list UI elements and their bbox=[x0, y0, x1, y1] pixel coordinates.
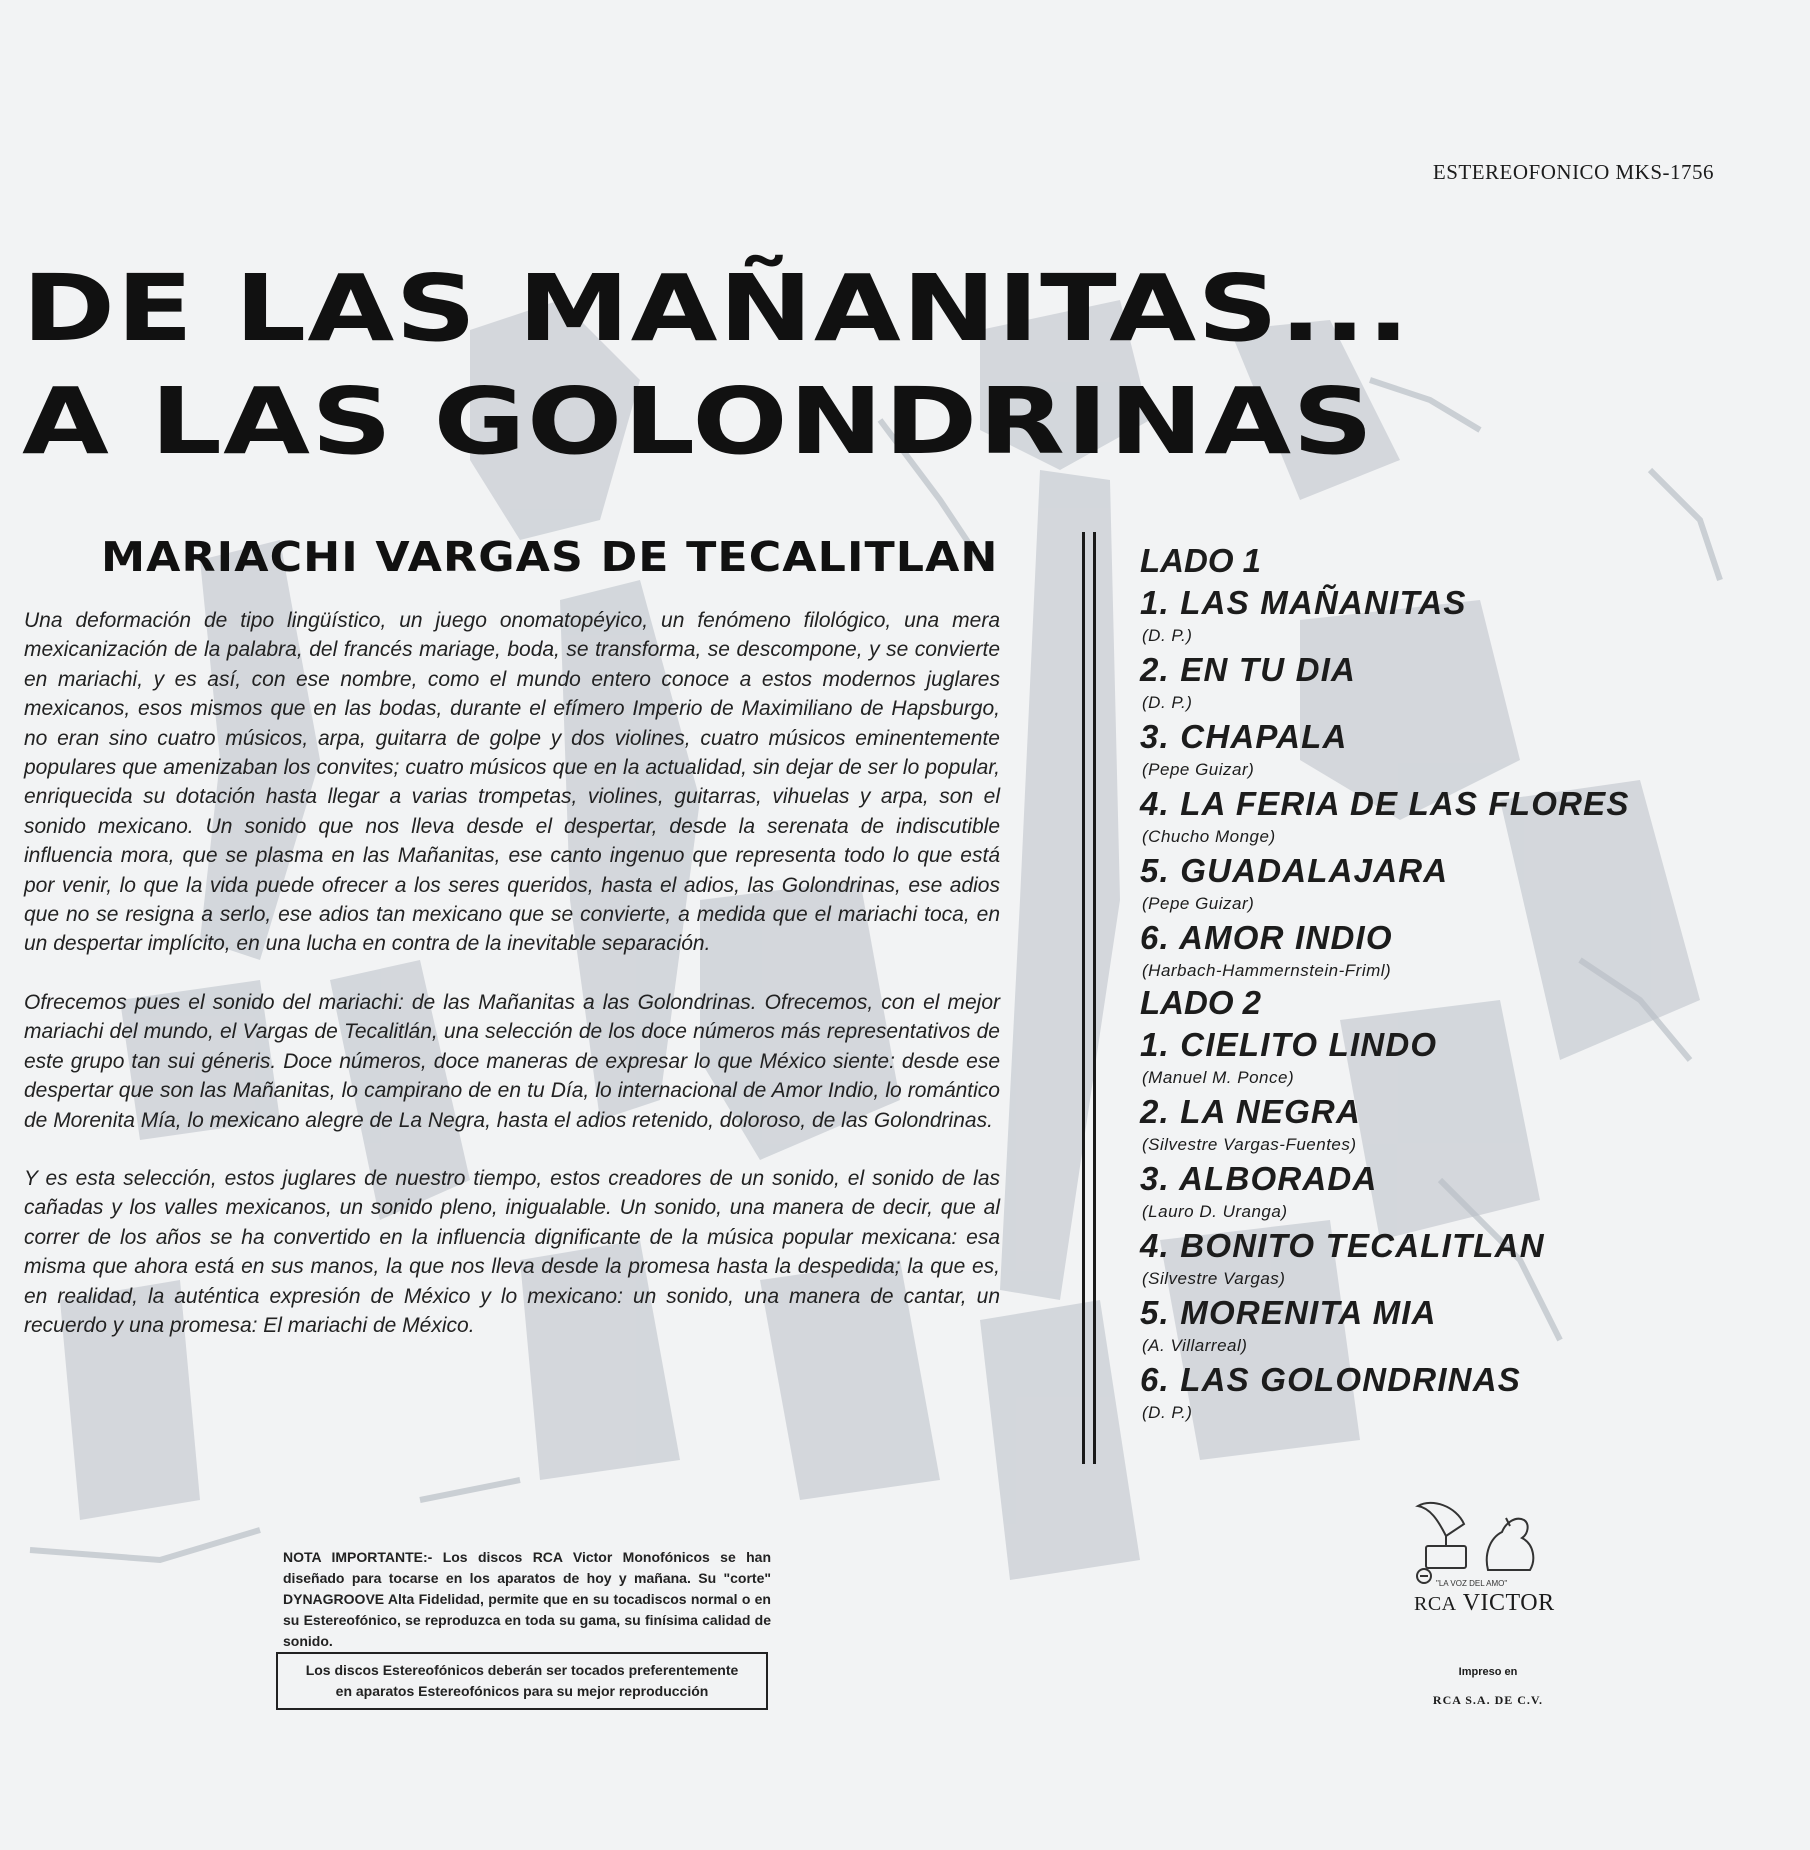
liner-notes-paragraph-3: Y es esta selección, estos juglares de nuestro tiempo, estos creadores de un sonido, el sonido de las cañadas y los valles mexicanos, un sonido pleno, inigualable. Un sonido, una manera de decir, que al correr de los años se ha convertido en la influencia dignificante de la música popular mexicana: esa misma que ahora está en sus manos, la que nos lleva desde la promesa hasta la despedida; la que es, en realidad, la auténtica expresión de México y lo mexicano: un sonido, una manera de cantar, un recuerdo y una promesa: El mariachi de México. bbox=[24, 1166, 1000, 1337]
imprint bbox=[1418, 1664, 1558, 1708]
stereo-notice-line-1: Los discos Estereofónicos deberán ser tocados preferentemente bbox=[305, 1662, 739, 1678]
track-title: 4. BONITO TECALITLAN bbox=[1140, 1227, 1545, 1264]
nipper-gramophone-logo-icon bbox=[1410, 1500, 1570, 1590]
track-credit: (Silvestre Vargas) bbox=[1142, 1269, 1286, 1288]
column-divider-left bbox=[1082, 532, 1085, 1464]
track-credit: (D. P.) bbox=[1142, 626, 1193, 645]
album-title-line-2: A LAS GOLONDRINAS bbox=[22, 368, 1375, 475]
track-title: 4. LA FERIA DE LAS FLORES bbox=[1140, 785, 1630, 822]
track-credit: (D. P.) bbox=[1142, 693, 1193, 712]
track-title: 1. CIELITO LINDO bbox=[1140, 1026, 1438, 1063]
track-item bbox=[1140, 1227, 1780, 1290]
track-title: 2. EN TU DIA bbox=[1140, 651, 1357, 688]
track-item bbox=[1140, 1361, 1780, 1424]
track-credit: (Lauro D. Uranga) bbox=[1142, 1202, 1288, 1221]
track-credit: (Chucho Monge) bbox=[1142, 827, 1276, 846]
imprint-line-1: Impreso en bbox=[1458, 1666, 1518, 1678]
stereo-notice-line-2: en aparatos Estereofónicos para su mejor reproducción bbox=[335, 1683, 709, 1699]
track-item bbox=[1140, 651, 1780, 714]
track-credit: (D. P.) bbox=[1142, 1403, 1193, 1422]
track-item bbox=[1140, 1160, 1780, 1223]
liner-notes bbox=[24, 606, 1000, 1369]
track-credit: (Silvestre Vargas-Fuentes) bbox=[1142, 1135, 1357, 1154]
album-title bbox=[22, 252, 1411, 478]
side-label: LADO 1 bbox=[1140, 542, 1262, 579]
brand-victor: VICTOR bbox=[1462, 1590, 1555, 1616]
track-title: 3. ALBORADA bbox=[1140, 1160, 1378, 1197]
track-credit: (Manuel M. Ponce) bbox=[1142, 1068, 1295, 1087]
liner-notes-paragraph-1: Una deformación de tipo lingüístico, un juego onomatopéyico, un fenómeno filológico, una mera mexicanización de la palabra, del francés mariage, boda, se transforma, se descompone, y se convierte en mariachi, y es así, con ese nombre, como el mundo entero conoce a estos modernos juglares mexicanos, esos mismos que en las bodas, durante el efímero Imperio de Maximiliano de Hapsburgo, no eran sino cuatro músicos, arpa, guitarra de golpe y dos violines, cuatro músicos eminentemente populares que amenizaban los convites; cuatro músicos que en la actualidad, sin dejar de ser lo popular, enriquecida su dotación hasta llegar a varias trompetas, violines, guitarras, vihuelas y arpa, son el sonido mexicano. Un sonido que nos lleva desde el despertar, desde la serenata de indiscutible influencia mora, que se plasma en las Mañanitas, ese canto ingenuo que representa todo lo que está por venir, lo que la vida puede ofrecer a los seres queridos, hasta el adios, las Golondrinas, ese adios que no se resigna a serlo, ese adios tan mexicano que se convierte, a medida que el mariachi toca, en un despertar implícito, en una lucha en contra de la inevitable separación. bbox=[24, 609, 1000, 956]
track-title: 6. LAS GOLONDRINAS bbox=[1140, 1361, 1521, 1398]
track-title: 5. MORENITA MIA bbox=[1140, 1294, 1437, 1331]
track-item bbox=[1140, 1294, 1780, 1357]
rca-victor-brand bbox=[1414, 1590, 1555, 1617]
artist-name: MARIACHI VARGAS DE TECALITLAN bbox=[101, 533, 999, 581]
track-title: 1. LAS MAÑANITAS bbox=[1140, 584, 1467, 621]
brand-rca: RCA bbox=[1414, 1593, 1457, 1615]
album-title-line-1: DE LAS MAÑANITAS... bbox=[22, 255, 1411, 362]
track-title: 3. CHAPALA bbox=[1140, 718, 1348, 755]
track-item bbox=[1140, 1026, 1780, 1089]
track-credit: (Pepe Guizar) bbox=[1142, 894, 1255, 913]
track-item bbox=[1140, 584, 1780, 647]
track-credit: (Pepe Guizar) bbox=[1142, 760, 1255, 779]
track-credit: (A. Villarreal) bbox=[1142, 1336, 1248, 1355]
track-title: 2. LA NEGRA bbox=[1140, 1093, 1361, 1130]
logo-motto: "LA VOZ DEL AMO" bbox=[1436, 1579, 1508, 1588]
important-note: NOTA IMPORTANTE:- Los discos RCA Victor Monofónicos se han diseñado para tocarse en los aparatos de hoy y mañana. Su "corte" DYNAGROOVE Alta Fidelidad, permite que en su tocadiscos normal o en su Estereofónico, se reproduzca en toda su gama, su finísima calidad de sonido. bbox=[283, 1549, 771, 1649]
track-credit: (Harbach-Hammernstein-Friml) bbox=[1142, 961, 1392, 980]
track-item bbox=[1140, 1093, 1780, 1156]
track-list bbox=[1140, 540, 1780, 1424]
column-divider-right bbox=[1093, 532, 1096, 1464]
side-label: LADO 2 bbox=[1140, 984, 1262, 1021]
liner-notes-paragraph-2: Ofrecemos pues el sonido del mariachi: de las Mañanitas a las Golondrinas. Ofrecemos, con el mejor mariachi del mundo, el Vargas de Tecalitlán, una selección de los doce números más representativos de este grupo tan sui géneris. Doce números, doce maneras de expresar lo que México siente: desde ese despertar que son las Mañanitas, lo campirano de en tu Día, lo internacional de Amor Indio, lo romántico de Morenita Mía, lo mexicano alegre de La Negra, hasta el adios retenido, doloroso, de las Golondrinas. bbox=[24, 990, 1000, 1132]
track-item bbox=[1140, 919, 1780, 982]
imprint-line-2: RCA S.A. DE C.V. bbox=[1432, 1693, 1544, 1707]
track-title: 6. AMOR INDIO bbox=[1140, 919, 1393, 956]
track-item bbox=[1140, 718, 1780, 781]
catalog-number: ESTEREOFONICO MKS-1756 bbox=[1432, 160, 1714, 184]
track-title: 5. GUADALAJARA bbox=[1140, 852, 1449, 889]
track-item bbox=[1140, 852, 1780, 915]
track-item bbox=[1140, 785, 1780, 848]
stereo-notice-box bbox=[276, 1652, 768, 1710]
